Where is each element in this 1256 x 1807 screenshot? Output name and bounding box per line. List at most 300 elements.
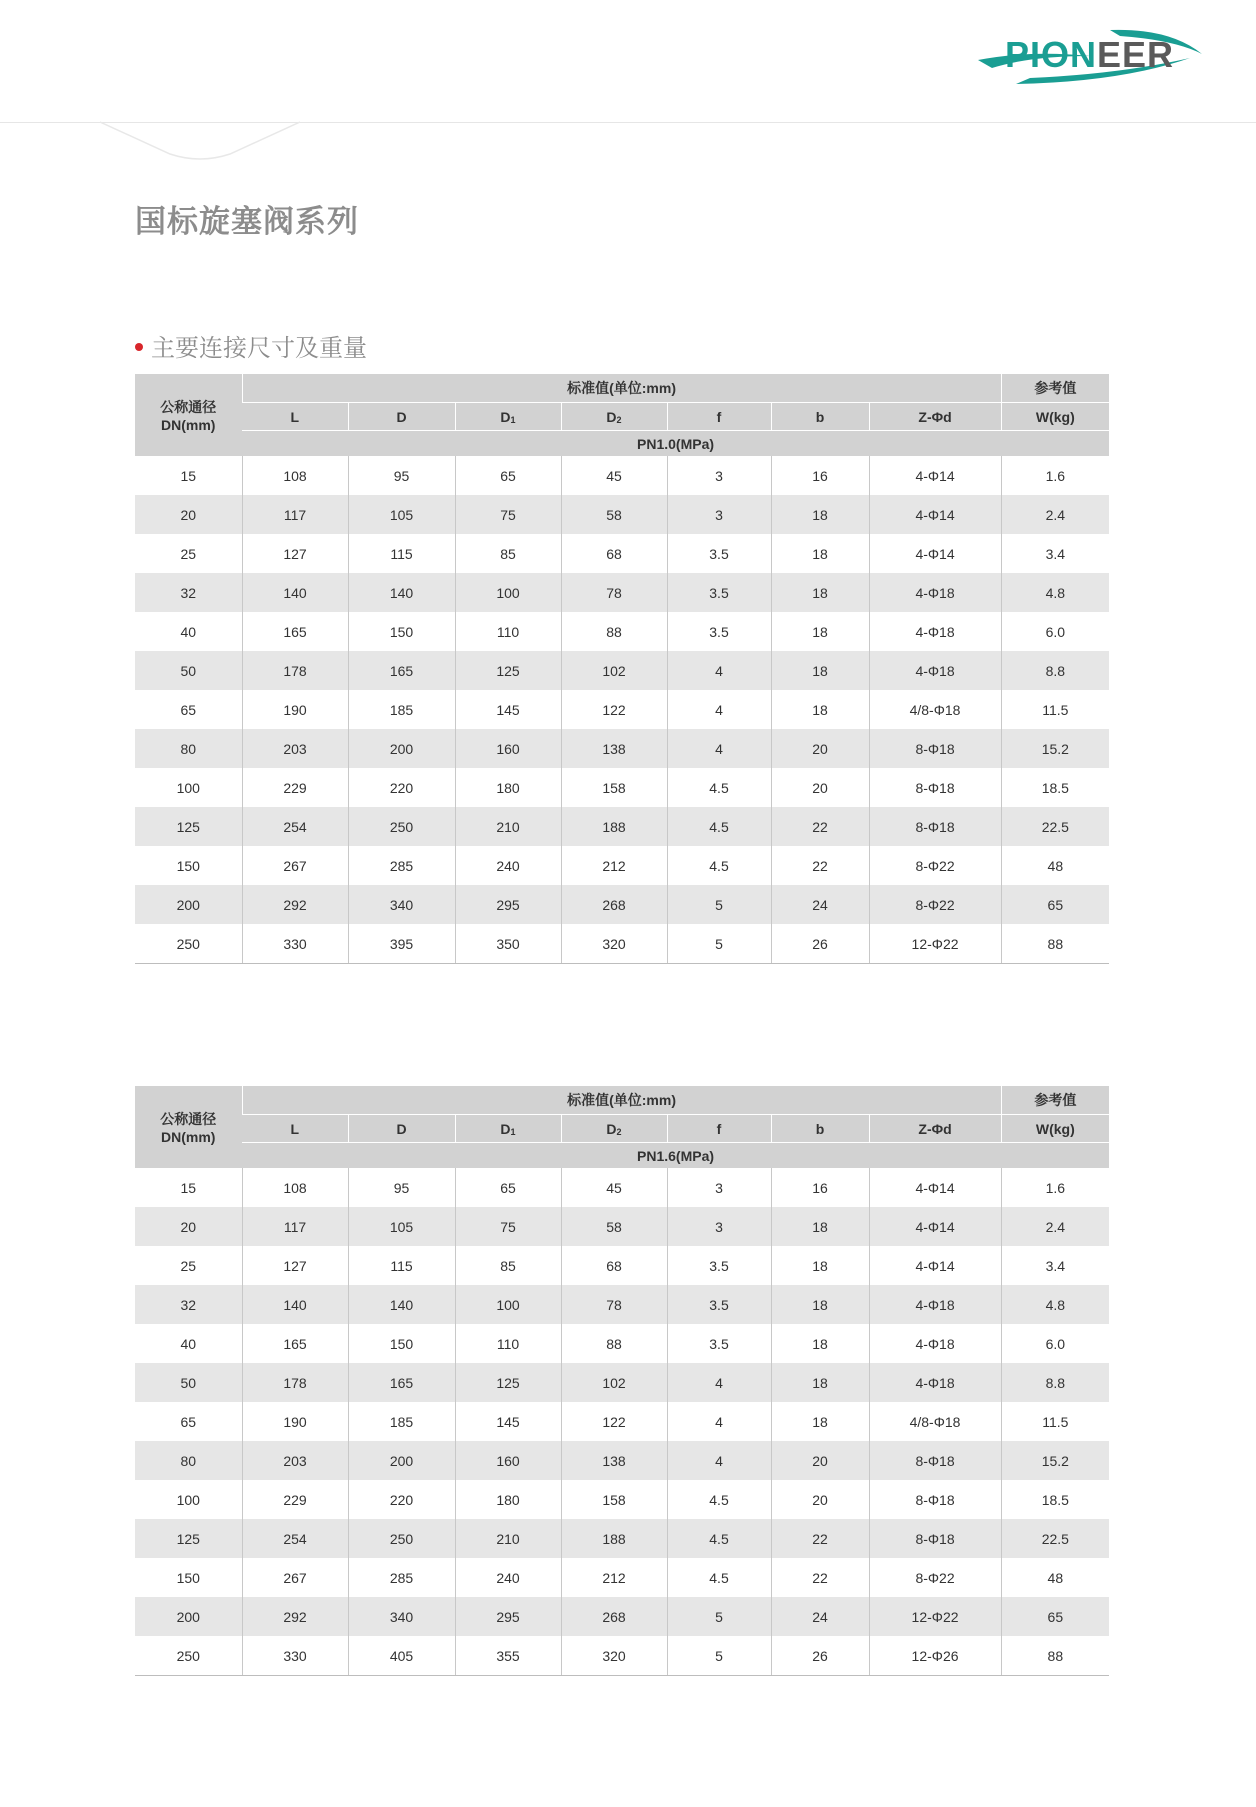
table-cell: 4.5 [667, 1480, 771, 1519]
table-cell: 292 [242, 1597, 348, 1636]
dn-header: 公称通径 [160, 1111, 217, 1127]
table-cell: 295 [455, 885, 561, 924]
table-cell: 180 [455, 1480, 561, 1519]
table-cell: 78 [561, 573, 667, 612]
table-row [135, 495, 1109, 534]
table-cell: 5 [667, 885, 771, 924]
table-cell: 18 [771, 612, 869, 651]
table-cell: 4 [667, 651, 771, 690]
table-cell: 15.2 [1001, 1441, 1109, 1480]
table-cell: 3.5 [667, 1324, 771, 1363]
table-cell: 25 [180, 1257, 197, 1274]
table-cell: 18 [771, 1324, 869, 1363]
col-header-d: D [348, 1115, 455, 1143]
table-cell: 11.5 [1001, 1402, 1109, 1441]
table-cell: 20 [771, 1441, 869, 1480]
table-body [135, 1168, 1109, 1676]
table-cell: 4-Φ18 [869, 651, 1001, 690]
table-cell: 20 [771, 1480, 869, 1519]
table-cell: 254 [242, 807, 348, 846]
dn-unit-header: DN(mm) [161, 417, 216, 433]
table-row [135, 1246, 1109, 1285]
table-row [135, 1636, 1109, 1676]
table-cell: 125 [135, 1519, 242, 1558]
table-cell: 4-Φ14 [869, 456, 1001, 495]
table-row [135, 1207, 1109, 1246]
table-cell: 4-Φ14 [869, 1207, 1001, 1246]
table-cell: 185 [348, 1402, 455, 1441]
table-cell: 18 [771, 1363, 869, 1402]
table-cell: 40 [180, 623, 197, 640]
table-cell: 240 [455, 1558, 561, 1597]
logo-text-b: EER [1097, 34, 1175, 75]
table-cell: 3.5 [667, 573, 771, 612]
logo-text-a: PION [1005, 34, 1098, 75]
table-cell: 4.8 [1001, 573, 1109, 612]
table-cell: 3.4 [1001, 534, 1109, 573]
table-cell: 8-Φ22 [869, 846, 1001, 885]
table-cell: 3 [667, 1207, 771, 1246]
table-cell: 3 [667, 1168, 771, 1207]
table-cell: 85 [455, 1246, 561, 1285]
table-cell: 340 [348, 885, 455, 924]
table-cell: 254 [242, 1519, 348, 1558]
table-row [135, 729, 1109, 768]
table-cell: 117 [242, 495, 348, 534]
table-cell: 250 [348, 1519, 455, 1558]
table-cell: 267 [242, 1558, 348, 1597]
table-cell: 22.5 [1001, 807, 1109, 846]
table-cell: 22 [771, 807, 869, 846]
table-cell: 330 [242, 1636, 348, 1676]
pioneer-logo [970, 22, 1210, 92]
table-cell: 40 [180, 1335, 197, 1352]
spec-table-pn16 [135, 1085, 1109, 1676]
table-cell: 48 [1001, 1558, 1109, 1597]
table-cell: 268 [561, 1597, 667, 1636]
table-cell: 190 [242, 690, 348, 729]
table-cell: 18 [771, 651, 869, 690]
col-header-d1: $D_1$ [455, 403, 561, 431]
table-cell: 15 [180, 1179, 197, 1196]
table-cell: 203 [242, 1441, 348, 1480]
col-header-l: L [242, 403, 348, 431]
table-cell: 340 [348, 1597, 455, 1636]
table-cell: 5 [667, 1636, 771, 1676]
table-cell: 250 [135, 1636, 242, 1676]
table-cell: 165 [242, 1324, 348, 1363]
table-cell: 160 [455, 1441, 561, 1480]
table-cell: 122 [561, 1402, 667, 1441]
table-cell: 8-Φ18 [869, 1441, 1001, 1480]
table-row [135, 573, 1109, 612]
table-cell: 330 [242, 924, 348, 964]
table-row [135, 924, 1109, 964]
table-cell: 4 [667, 690, 771, 729]
table-cell: 188 [561, 1519, 667, 1558]
table-row [135, 846, 1109, 885]
table-cell: 5 [667, 1597, 771, 1636]
table-cell: 127 [242, 534, 348, 573]
table-cell: 185 [348, 690, 455, 729]
table-cell: 165 [242, 612, 348, 651]
table-cell: 3.4 [1001, 1246, 1109, 1285]
table-cell: 125 [455, 651, 561, 690]
table-cell: 25 [180, 545, 197, 562]
table-cell: 88 [561, 612, 667, 651]
col-header-b: b [771, 1115, 869, 1143]
standard-header: 标准值(单位:mm) [242, 1086, 1001, 1115]
table-cell: 295 [455, 1597, 561, 1636]
table-cell: 4-Φ18 [869, 612, 1001, 651]
table-cell: 268 [561, 885, 667, 924]
table-cell: 4-Φ18 [869, 1363, 1001, 1402]
table-cell: 20 [771, 768, 869, 807]
table-cell: 11.5 [1001, 690, 1109, 729]
table-cell: 22 [771, 1519, 869, 1558]
table-cell: 229 [242, 768, 348, 807]
table-cell: 203 [242, 729, 348, 768]
table-cell: 45 [561, 456, 667, 495]
page-title: 国标旋塞阀系列 [135, 204, 359, 240]
table-cell: 240 [455, 846, 561, 885]
table-cell: 158 [561, 768, 667, 807]
table-cell: 95 [348, 456, 455, 495]
table-cell: 50 [135, 1363, 242, 1402]
table-cell: 115 [348, 534, 455, 573]
table-cell: 158 [561, 1480, 667, 1519]
table-cell: 12-Φ22 [869, 1597, 1001, 1636]
standard-header: 标准值(单位:mm) [242, 374, 1001, 403]
table-cell: 140 [348, 1285, 455, 1324]
table-cell: 4-Φ14 [869, 495, 1001, 534]
table-cell: 212 [561, 846, 667, 885]
table-cell: 5 [667, 924, 771, 964]
table-cell: 65 [1001, 885, 1109, 924]
col-header-z-phi-d: Z-Φd [869, 403, 1001, 431]
table-cell: 178 [242, 1363, 348, 1402]
table-cell: 8-Φ22 [869, 1558, 1001, 1597]
table-cell: 122 [561, 690, 667, 729]
table-cell: 108 [242, 456, 348, 495]
table-cell: 8-Φ18 [869, 1480, 1001, 1519]
spec-table-pn10 [135, 373, 1109, 964]
table-cell: 250 [348, 807, 455, 846]
table-cell: 22 [771, 846, 869, 885]
table-cell: 48 [1001, 846, 1109, 885]
table-cell: 4-Φ14 [869, 1168, 1001, 1207]
table-cell: 4.5 [667, 1519, 771, 1558]
table-cell: 24 [771, 1597, 869, 1636]
table-cell: 145 [455, 690, 561, 729]
table-cell: 3 [667, 456, 771, 495]
table-cell: 285 [348, 846, 455, 885]
table-cell: 20 [135, 495, 242, 534]
table-cell: 1.6 [1001, 456, 1109, 495]
table-row [135, 885, 1109, 924]
table-cell: 355 [455, 1636, 561, 1676]
col-header-b: b [771, 403, 869, 431]
table-cell: 4.5 [667, 768, 771, 807]
table-row [135, 1363, 1109, 1402]
table-cell: 18.5 [1001, 768, 1109, 807]
table-cell: 6.0 [1001, 612, 1109, 651]
table-cell: 24 [771, 885, 869, 924]
table-row [135, 1168, 1109, 1207]
table-cell: 250 [135, 924, 242, 964]
table-row [135, 1324, 1109, 1363]
table-cell: 320 [561, 924, 667, 964]
table-cell: 4.5 [667, 807, 771, 846]
table-cell: 3.5 [667, 1285, 771, 1324]
table-cell: 75 [455, 495, 561, 534]
col-header-f: f [667, 1115, 771, 1143]
table-cell: 108 [242, 1168, 348, 1207]
table-cell: 75 [455, 1207, 561, 1246]
table-row [135, 1402, 1109, 1441]
table-cell: 95 [348, 1168, 455, 1207]
table-cell: 110 [455, 612, 561, 651]
table-cell: 26 [771, 1636, 869, 1676]
dn-unit-header: DN(mm) [161, 1129, 216, 1145]
table-cell: 78 [561, 1285, 667, 1324]
dn-header-cell [135, 1086, 242, 1169]
table-cell: 8-Φ18 [869, 729, 1001, 768]
table-cell: 210 [455, 1519, 561, 1558]
table-cell: 15 [180, 467, 197, 484]
table-row [135, 612, 1109, 651]
table-cell: 18 [771, 1285, 869, 1324]
table-cell: 12-Φ26 [869, 1636, 1001, 1676]
table-cell: 115 [348, 1246, 455, 1285]
table-cell: 4-Φ18 [869, 1285, 1001, 1324]
table-cell: 180 [455, 768, 561, 807]
table-cell: 15.2 [1001, 729, 1109, 768]
table-cell: 200 [135, 885, 242, 924]
col-header-l: L [242, 1115, 348, 1143]
table-cell: 22.5 [1001, 1519, 1109, 1558]
table-cell: 127 [242, 1246, 348, 1285]
table-row [135, 1441, 1109, 1480]
table-cell: 18 [771, 690, 869, 729]
table-cell: 4 [667, 1441, 771, 1480]
table-row [135, 768, 1109, 807]
table-cell: 45 [561, 1168, 667, 1207]
table-cell: 20 [135, 1207, 242, 1246]
table-cell: 4-Φ14 [869, 1246, 1001, 1285]
table-cell: 220 [348, 768, 455, 807]
table-cell: 4/8-Φ18 [869, 1402, 1001, 1441]
table-cell: 8-Φ22 [869, 885, 1001, 924]
section-title [135, 328, 367, 363]
table-cell: 1.6 [1001, 1168, 1109, 1207]
col-header-d1: $D_1$ [455, 1115, 561, 1143]
table-cell: 3.5 [667, 534, 771, 573]
table-cell: 105 [348, 495, 455, 534]
table-cell: 138 [561, 729, 667, 768]
table-row [135, 1285, 1109, 1324]
reference-header: 参考值 [1001, 1086, 1109, 1115]
table-cell: 2.4 [1001, 495, 1109, 534]
table-cell: 125 [455, 1363, 561, 1402]
dn-header-cell [135, 374, 242, 457]
table-cell: 6.0 [1001, 1324, 1109, 1363]
table-cell: 350 [455, 924, 561, 964]
table-cell: 200 [348, 1441, 455, 1480]
pressure-label: PN1.0(MPa) [242, 431, 1109, 457]
table-cell: 68 [561, 1246, 667, 1285]
table-row [135, 534, 1109, 573]
table-cell: 140 [242, 573, 348, 612]
table-cell: 190 [242, 1402, 348, 1441]
table-cell: 210 [455, 807, 561, 846]
table-cell: 8.8 [1001, 1363, 1109, 1402]
table-cell: 188 [561, 807, 667, 846]
section-title-text: 主要连接尺寸及重量 [151, 334, 367, 362]
table-cell: 3 [667, 495, 771, 534]
table-cell: 110 [455, 1324, 561, 1363]
table-cell: 150 [176, 1569, 200, 1586]
table-cell: 4/8-Φ18 [869, 690, 1001, 729]
table-cell: 4.5 [667, 846, 771, 885]
table-cell: 18 [771, 495, 869, 534]
table-cell: 88 [1001, 1636, 1109, 1676]
table-cell: 65 [455, 1168, 561, 1207]
table-cell: 22 [771, 1558, 869, 1597]
table-cell: 229 [242, 1480, 348, 1519]
table-cell: 100 [455, 1285, 561, 1324]
table-cell: 18 [771, 534, 869, 573]
table-cell: 18 [771, 1246, 869, 1285]
table-cell: 165 [348, 651, 455, 690]
table-cell: 212 [561, 1558, 667, 1597]
col-header-d2: $D_2$ [561, 1115, 667, 1143]
table-cell: 18.5 [1001, 1480, 1109, 1519]
table-cell: 405 [348, 1636, 455, 1676]
table-cell: 2.4 [1001, 1207, 1109, 1246]
table-cell: 85 [455, 534, 561, 573]
table-cell: 140 [242, 1285, 348, 1324]
table-cell: 8.8 [1001, 651, 1109, 690]
table-row [135, 1558, 1109, 1597]
table-cell: 8-Φ18 [869, 1519, 1001, 1558]
table-cell: 125 [135, 807, 242, 846]
table-cell: 165 [348, 1363, 455, 1402]
pressure-label: PN1.6(MPa) [242, 1143, 1109, 1169]
col-header-z-phi-d: Z-Φd [869, 1115, 1001, 1143]
col-header-d2: $D_2$ [561, 403, 667, 431]
table-cell: 102 [561, 1363, 667, 1402]
table-cell: 140 [348, 573, 455, 612]
table-cell: 65 [455, 456, 561, 495]
table-cell: 65 [1001, 1597, 1109, 1636]
table-cell: 4-Φ18 [869, 573, 1001, 612]
table-cell: 292 [242, 885, 348, 924]
bullet-dot-icon [135, 343, 143, 351]
header-notch-decoration [0, 118, 400, 168]
table-cell: 88 [561, 1324, 667, 1363]
table-cell: 50 [135, 651, 242, 690]
table-cell: 267 [242, 846, 348, 885]
table-cell: 4-Φ14 [869, 534, 1001, 573]
table-cell: 4 [667, 1402, 771, 1441]
table-cell: 200 [135, 1597, 242, 1636]
table-cell: 18 [771, 1207, 869, 1246]
table-cell: 4.5 [667, 1558, 771, 1597]
table-row [135, 807, 1109, 846]
table-row [135, 690, 1109, 729]
table-row [135, 1480, 1109, 1519]
table-cell: 18 [771, 1402, 869, 1441]
table-row [135, 1597, 1109, 1636]
table-cell: 100 [176, 779, 200, 796]
table-cell: 16 [771, 456, 869, 495]
table-cell: 32 [135, 1285, 242, 1324]
col-header-weight: W(kg) [1001, 1115, 1109, 1143]
table-cell: 3.5 [667, 1246, 771, 1285]
table-row [135, 651, 1109, 690]
table-row [135, 456, 1109, 495]
table-cell: 4.8 [1001, 1285, 1109, 1324]
table-cell: 3.5 [667, 612, 771, 651]
col-header-f: f [667, 403, 771, 431]
table-cell: 150 [348, 1324, 455, 1363]
table-cell: 65 [180, 1413, 197, 1430]
reference-header: 参考值 [1001, 374, 1109, 403]
table-cell: 8-Φ18 [869, 768, 1001, 807]
table-cell: 105 [348, 1207, 455, 1246]
table-cell: 18 [771, 573, 869, 612]
col-header-weight: W(kg) [1001, 403, 1109, 431]
table-cell: 138 [561, 1441, 667, 1480]
table-cell: 20 [771, 729, 869, 768]
table-cell: 100 [455, 573, 561, 612]
table-cell: 4 [667, 1363, 771, 1402]
table-cell: 395 [348, 924, 455, 964]
table-cell: 4 [667, 729, 771, 768]
table-row [135, 1519, 1109, 1558]
table-cell: 88 [1001, 924, 1109, 964]
table-cell: 320 [561, 1636, 667, 1676]
table-cell: 26 [771, 924, 869, 964]
table-cell: 58 [561, 1207, 667, 1246]
table-cell: 150 [176, 857, 200, 874]
table-cell: 102 [561, 651, 667, 690]
dn-header: 公称通径 [160, 399, 217, 415]
col-header-d: D [348, 403, 455, 431]
table-cell: 117 [242, 1207, 348, 1246]
table-cell: 220 [348, 1480, 455, 1519]
table-cell: 58 [561, 495, 667, 534]
table-cell: 32 [135, 573, 242, 612]
table-cell: 16 [771, 1168, 869, 1207]
table-cell: 160 [455, 729, 561, 768]
table-cell: 145 [455, 1402, 561, 1441]
table-cell: 100 [176, 1491, 200, 1508]
table-cell: 68 [561, 534, 667, 573]
table-cell: 80 [135, 729, 242, 768]
table-cell: 8-Φ18 [869, 807, 1001, 846]
table-cell: 12-Φ22 [869, 924, 1001, 964]
table-cell: 178 [242, 651, 348, 690]
table-cell: 65 [180, 701, 197, 718]
table-cell: 150 [348, 612, 455, 651]
table-body [135, 456, 1109, 964]
table-cell: 80 [135, 1441, 242, 1480]
table-cell: 285 [348, 1558, 455, 1597]
table-cell: 200 [348, 729, 455, 768]
table-cell: 4-Φ18 [869, 1324, 1001, 1363]
